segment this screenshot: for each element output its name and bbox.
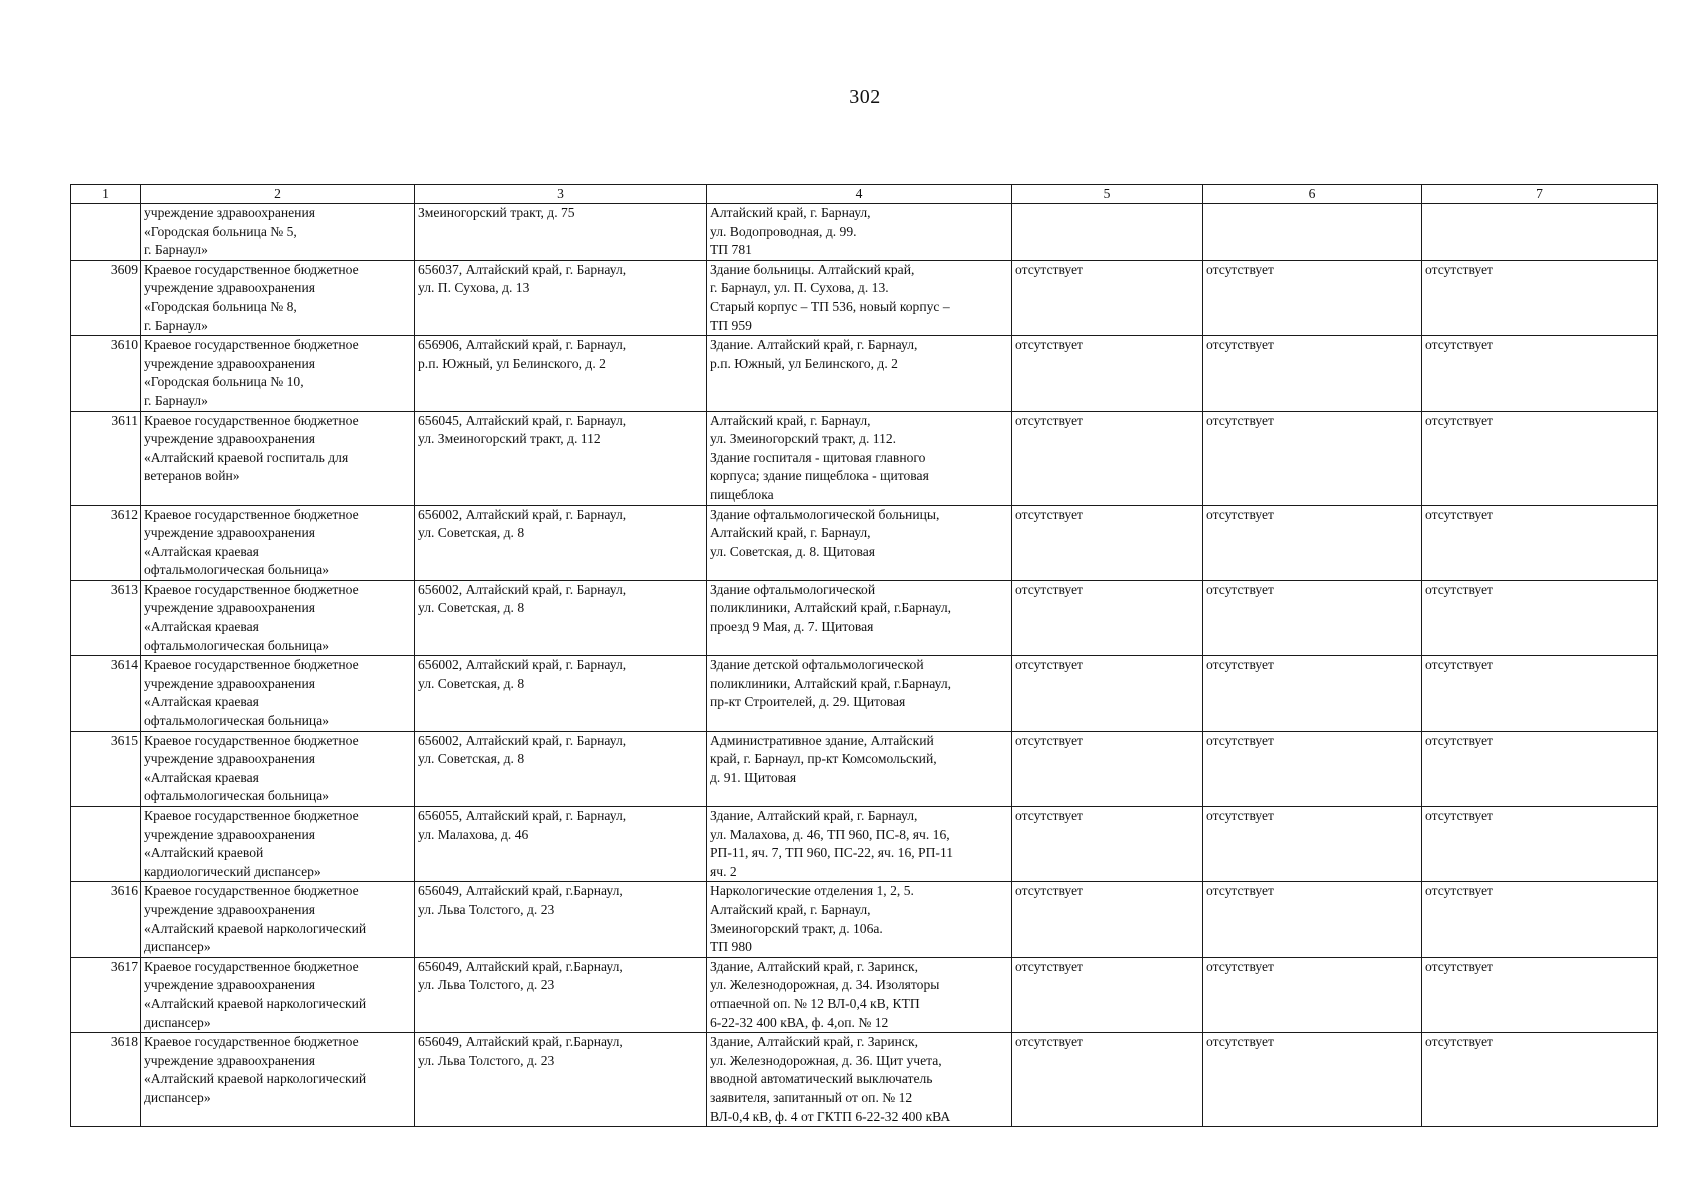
- organization-address-cell: 656049, Алтайский край, г.Барнаул, ул. Льва Толстого, д. 23: [415, 882, 707, 957]
- object-location-cell: Здание. Алтайский край, г. Барнаул, р.п. Южный, ул Белинского, д. 2: [707, 336, 1012, 411]
- column-6-value: отсутствует: [1203, 411, 1422, 505]
- table-row: [71, 882, 1658, 957]
- column-number-5: 5: [1012, 185, 1203, 204]
- column-5-value: отсутствует: [1012, 656, 1203, 731]
- column-7-value: [1422, 204, 1658, 261]
- column-7-value: отсутствует: [1422, 656, 1658, 731]
- organization-name-cell: Краевое государственное бюджетное учреждение здравоохранения «Алтайский краевой госпиталь для ветеранов войн»: [141, 411, 415, 505]
- column-5-value: отсутствует: [1012, 580, 1203, 655]
- table-row: [71, 505, 1658, 580]
- column-7-value: отсутствует: [1422, 1033, 1658, 1127]
- row-number-cell: 3618: [71, 1033, 141, 1127]
- organization-address-cell: 656055, Алтайский край, г. Барнаул, ул. Малахова, д. 46: [415, 807, 707, 882]
- column-6-value: [1203, 204, 1422, 261]
- column-6-value: отсутствует: [1203, 505, 1422, 580]
- column-5-value: отсутствует: [1012, 882, 1203, 957]
- organization-address-cell: 656002, Алтайский край, г. Барнаул, ул. Советская, д. 8: [415, 505, 707, 580]
- organization-name-cell: Краевое государственное бюджетное учреждение здравоохранения «Алтайский краевой кардиологический диспансер»: [141, 807, 415, 882]
- table-row: [71, 731, 1658, 806]
- object-location-cell: Алтайский край, г. Барнаул, ул. Водопроводная, д. 99. ТП 781: [707, 204, 1012, 261]
- column-6-value: отсутствует: [1203, 656, 1422, 731]
- object-location-cell: Здание больницы. Алтайский край, г. Барнаул, ул. П. Сухова, д. 13. Старый корпус – ТП 536, новый корпус – ТП 959: [707, 260, 1012, 335]
- organization-name-cell: Краевое государственное бюджетное учреждение здравоохранения «Городская больница № 10, г. Барнаул»: [141, 336, 415, 411]
- organization-name-cell: Краевое государственное бюджетное учреждение здравоохранения «Алтайская краевая офтальмологическая больница»: [141, 580, 415, 655]
- column-7-value: отсутствует: [1422, 260, 1658, 335]
- object-location-cell: Наркологические отделения 1, 2, 5. Алтайский край, г. Барнаул, Змеиногорский тракт, д. 106а. ТП 980: [707, 882, 1012, 957]
- organization-name-cell: Краевое государственное бюджетное учреждение здравоохранения «Алтайская краевая офтальмологическая больница»: [141, 731, 415, 806]
- page-number: 302: [849, 86, 881, 108]
- column-number-4: 4: [707, 185, 1012, 204]
- column-6-value: отсутствует: [1203, 882, 1422, 957]
- column-5-value: отсутствует: [1012, 411, 1203, 505]
- organization-name-cell: Краевое государственное бюджетное учреждение здравоохранения «Алтайская краевая офтальмологическая больница»: [141, 656, 415, 731]
- organization-name-cell: Краевое государственное бюджетное учреждение здравоохранения «Алтайская краевая офтальмологическая больница»: [141, 505, 415, 580]
- column-7-value: отсутствует: [1422, 336, 1658, 411]
- organization-name-cell: учреждение здравоохранения «Городская больница № 5, г. Барнаул»: [141, 204, 415, 261]
- table-row: [71, 260, 1658, 335]
- organization-address-cell: 656002, Алтайский край, г. Барнаул, ул. Советская, д. 8: [415, 656, 707, 731]
- table-row: [71, 336, 1658, 411]
- column-number-6: 6: [1203, 185, 1422, 204]
- column-number-2: 2: [141, 185, 415, 204]
- column-number-3: 3: [415, 185, 707, 204]
- object-location-cell: Административное здание, Алтайский край, г. Барнаул, пр-кт Комсомольский, д. 91. Щитовая: [707, 731, 1012, 806]
- organization-address-cell: 656049, Алтайский край, г.Барнаул, ул. Льва Толстого, д. 23: [415, 957, 707, 1032]
- row-number-cell: 3610: [71, 336, 141, 411]
- object-location-cell: Здание, Алтайский край, г. Заринск, ул. Железнодорожная, д. 36. Щит учета, вводной автоматический выключатель заявителя, запитанный от оп. № 12 ВЛ-0,4 кВ, ф. 4 от ГКТП 6-22-32 400 кВА: [707, 1033, 1012, 1127]
- table-row: [71, 580, 1658, 655]
- organization-address-cell: 656906, Алтайский край, г. Барнаул, р.п. Южный, ул Белинского, д. 2: [415, 336, 707, 411]
- table-row: [71, 957, 1658, 1032]
- object-location-cell: Здание, Алтайский край, г. Заринск, ул. Железнодорожная, д. 34. Изоляторы отпаечной оп. № 12 ВЛ-0,4 кВ, КТП 6-22-32 400 кВА, ф. 4,оп. № 12: [707, 957, 1012, 1032]
- object-location-cell: Здание, Алтайский край, г. Барнаул, ул. Малахова, д. 46, ТП 960, ПС-8, яч. 16, РП-11, яч. 7, ТП 960, ПС-22, яч. 16, РП-11 яч. 2: [707, 807, 1012, 882]
- column-5-value: отсутствует: [1012, 260, 1203, 335]
- object-location-cell: Алтайский край, г. Барнаул, ул. Змеиногорский тракт, д. 112. Здание госпиталя - щитовая главного корпуса; здание пищеблока - щитовая пищеблока: [707, 411, 1012, 505]
- column-6-value: отсутствует: [1203, 336, 1422, 411]
- table-row: [71, 204, 1658, 261]
- row-number-cell: 3615: [71, 731, 141, 806]
- organization-address-cell: 656037, Алтайский край, г. Барнаул, ул. П. Сухова, д. 13: [415, 260, 707, 335]
- organization-address-cell: 656049, Алтайский край, г.Барнаул, ул. Льва Толстого, д. 23: [415, 1033, 707, 1127]
- organization-address-cell: 656045, Алтайский край, г. Барнаул, ул. Змеиногорский тракт, д. 112: [415, 411, 707, 505]
- registry-table: [70, 184, 1658, 1127]
- table-row: [71, 411, 1658, 505]
- column-5-value: отсутствует: [1012, 505, 1203, 580]
- organization-name-cell: Краевое государственное бюджетное учреждение здравоохранения «Городская больница № 8, г. Барнаул»: [141, 260, 415, 335]
- row-number-cell: [71, 204, 141, 261]
- column-7-value: отсутствует: [1422, 807, 1658, 882]
- organization-name-cell: Краевое государственное бюджетное учреждение здравоохранения «Алтайский краевой наркологический диспансер»: [141, 957, 415, 1032]
- column-5-value: отсутствует: [1012, 731, 1203, 806]
- column-6-value: отсутствует: [1203, 807, 1422, 882]
- column-number-1: 1: [71, 185, 141, 204]
- column-7-value: отсутствует: [1422, 411, 1658, 505]
- column-6-value: отсутствует: [1203, 957, 1422, 1032]
- row-number-cell: 3614: [71, 656, 141, 731]
- column-7-value: отсутствует: [1422, 505, 1658, 580]
- column-number-7: 7: [1422, 185, 1658, 204]
- organization-address-cell: Змеиногорский тракт, д. 75: [415, 204, 707, 261]
- row-number-cell: 3612: [71, 505, 141, 580]
- object-location-cell: Здание детской офтальмологической поликлиники, Алтайский край, г.Барнаул, пр-кт Строителей, д. 29. Щитовая: [707, 656, 1012, 731]
- column-5-value: [1012, 204, 1203, 261]
- row-number-cell: 3613: [71, 580, 141, 655]
- column-5-value: отсутствует: [1012, 807, 1203, 882]
- organization-name-cell: Краевое государственное бюджетное учреждение здравоохранения «Алтайский краевой наркологический диспансер»: [141, 1033, 415, 1127]
- column-6-value: отсутствует: [1203, 580, 1422, 655]
- column-6-value: отсутствует: [1203, 1033, 1422, 1127]
- column-6-value: отсутствует: [1203, 260, 1422, 335]
- row-number-cell: 3616: [71, 882, 141, 957]
- row-number-cell: [71, 807, 141, 882]
- column-6-value: отсутствует: [1203, 731, 1422, 806]
- column-7-value: отсутствует: [1422, 882, 1658, 957]
- object-location-cell: Здание офтальмологической поликлиники, Алтайский край, г.Барнаул, проезд 9 Мая, д. 7. Щитовая: [707, 580, 1012, 655]
- organization-name-cell: Краевое государственное бюджетное учреждение здравоохранения «Алтайский краевой наркологический диспансер»: [141, 882, 415, 957]
- row-number-cell: 3609: [71, 260, 141, 335]
- column-7-value: отсутствует: [1422, 731, 1658, 806]
- organization-address-cell: 656002, Алтайский край, г. Барнаул, ул. Советская, д. 8: [415, 580, 707, 655]
- row-number-cell: 3617: [71, 957, 141, 1032]
- object-location-cell: Здание офтальмологической больницы, Алтайский край, г. Барнаул, ул. Советская, д. 8. Щитовая: [707, 505, 1012, 580]
- column-5-value: отсутствует: [1012, 957, 1203, 1032]
- table-row: [71, 807, 1658, 882]
- column-number-row: [71, 185, 1658, 204]
- column-7-value: отсутствует: [1422, 957, 1658, 1032]
- table-row: [71, 1033, 1658, 1127]
- row-number-cell: 3611: [71, 411, 141, 505]
- column-7-value: отсутствует: [1422, 580, 1658, 655]
- organization-address-cell: 656002, Алтайский край, г. Барнаул, ул. Советская, д. 8: [415, 731, 707, 806]
- table-row: [71, 656, 1658, 731]
- column-5-value: отсутствует: [1012, 336, 1203, 411]
- column-5-value: отсутствует: [1012, 1033, 1203, 1127]
